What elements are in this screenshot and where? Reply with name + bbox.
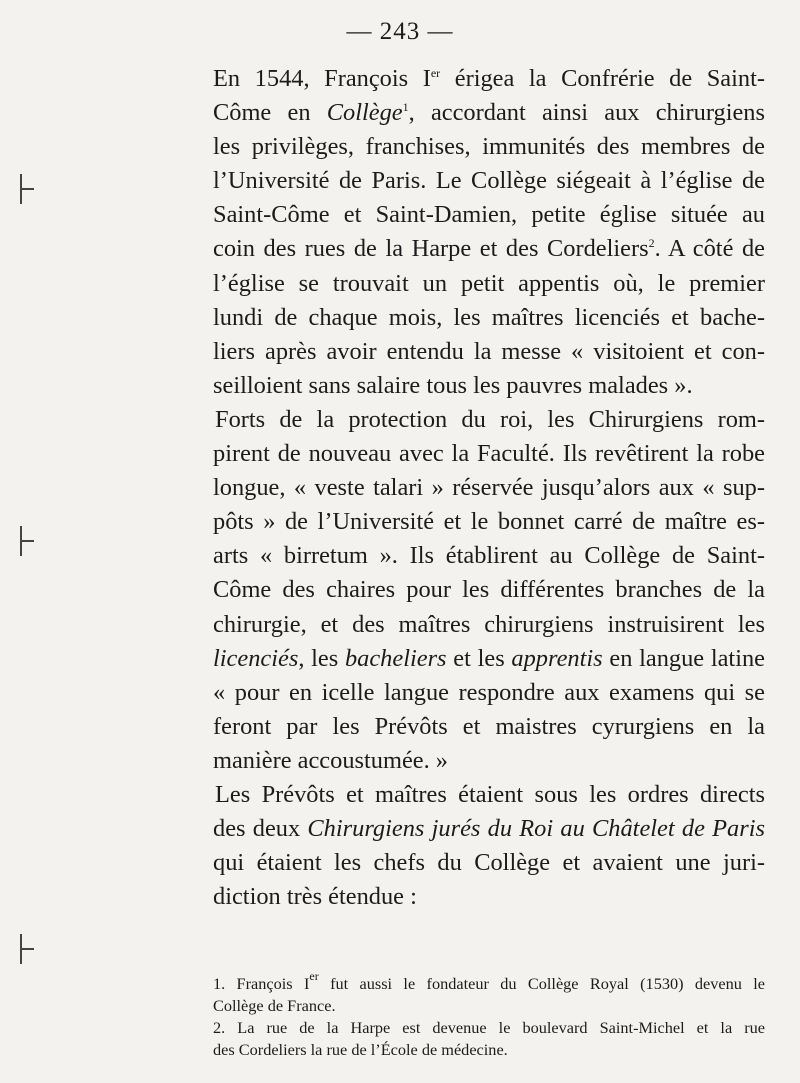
text-line: chirurgie, et des maîtres chirurgiens instruisirent les xyxy=(213,610,765,638)
margin-mark xyxy=(20,540,34,542)
text-line: lundi de chaque mois, les maîtres licenciés et bache- xyxy=(213,303,765,331)
text-line: longue, « veste talari » réservée jusqu’alors aux « sup- xyxy=(213,474,765,502)
text-line: Côme en Collège$^1$, accordant ainsi aux chirurgiens xyxy=(213,99,765,127)
text-line: En 1544, François Ier érigea la Confrérie de Saint- xyxy=(213,65,765,92)
text-line: pirent de nouveau avec la Faculté. Ils revêtirent la robe xyxy=(213,440,765,468)
page-number: — 243 — xyxy=(346,18,454,45)
text-line: Les Prévôts et maîtres étaient sous les ordres directs xyxy=(215,780,765,808)
text-line: « pour en icelle langue respondre aux examens qui se xyxy=(213,678,765,706)
text-line: coin des rues de la Harpe et des Cordeliers$^2$. A côté de xyxy=(213,235,765,263)
text-line: l’église se trouvait un petit appentis où, le premier xyxy=(213,269,765,297)
text-line: diction très étendue : xyxy=(213,883,417,911)
margin-mark xyxy=(20,948,34,950)
text-line: pôts » de l’Université et le bonnet carré de maître es- xyxy=(213,508,765,536)
text-line: liers après avoir entendu la messe « visitoient et con- xyxy=(213,337,765,365)
footnote-1: 1. François Ier fut aussi le fondateur du Collège Royal (1530) devenu le xyxy=(213,969,766,993)
footnote-ref: 1 xyxy=(402,100,409,115)
footnote-2: 2. La rue de la Harpe est devenue le boulevard Saint-Michel et la rue xyxy=(213,1018,765,1037)
text-line: feront par les Prévôts et maistres cyrurgiens en la xyxy=(213,712,765,740)
main-text xyxy=(213,62,765,914)
text-line: licenciés, les bacheliers et les apprentis en langue latine xyxy=(213,644,766,672)
text-line: Saint-Côme et Saint-Damien, petite église située au xyxy=(213,201,765,229)
footnote-ref: 2 xyxy=(648,236,655,251)
footnote-1-cont: Collège de France. xyxy=(213,996,336,1015)
text-line: qui étaient les chefs du Collège et avaient une juri- xyxy=(213,849,765,877)
text-line: Côme des chaires pour les différentes branches de la xyxy=(213,576,765,604)
text-line: l’Université de Paris. Le Collège siégeait à l’église de xyxy=(213,167,765,195)
text-line: Forts de la protection du roi, les Chirurgiens rom- xyxy=(215,405,765,433)
text-line: des deux Chirurgiens jurés du Roi au Châtelet de Paris xyxy=(213,815,765,843)
footnotes xyxy=(213,969,766,1061)
margin-mark xyxy=(20,188,34,190)
text-line: arts « birretum ». Ils établirent au Collège de Saint- xyxy=(213,542,765,570)
text-line: seilloient sans salaire tous les pauvres malades ». xyxy=(213,371,693,399)
text-line: les privilèges, franchises, immunités des membres de xyxy=(213,133,765,161)
text-line: manière accoustumée. » xyxy=(213,746,448,774)
footnote-2-cont: des Cordeliers la rue de l’École de médecine. xyxy=(213,1040,508,1059)
